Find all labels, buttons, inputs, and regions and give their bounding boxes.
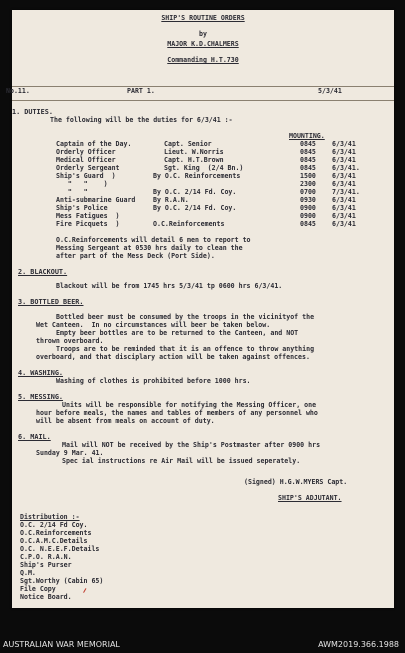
list-item: O.C. 2/14 Fd Coy.	[20, 521, 88, 529]
document-page	[6, 10, 394, 608]
duty-date: 6/3/41	[332, 204, 356, 212]
duty-by: Lieut. W.Norris	[164, 148, 224, 156]
list-item: Q.M.	[20, 569, 36, 577]
duty-time: 0900	[300, 212, 316, 220]
distribution-heading: Distribution :-	[20, 513, 80, 521]
messing-line: hour before meals, the names and tables of members of any personnel who	[36, 409, 318, 417]
duty-role: Ship's Guard )	[56, 172, 116, 180]
signature-role: SHIP'S ADJUTANT.	[278, 494, 342, 502]
duty-by: By O.C. 2/14 Fd. Coy.	[153, 188, 237, 196]
duty-date: 7/3/41.	[332, 188, 360, 196]
duty-time: 0845	[300, 156, 316, 164]
duties-note-line: O.C.Reinforcements will detail 6 men to report to	[56, 236, 251, 244]
header-major: MAJOR K.D.CHALMERS	[167, 40, 239, 48]
duty-by: By O.C. 2/14 Fd. Coy.	[153, 204, 237, 212]
duty-time: 2300	[300, 180, 316, 188]
duty-role: Ship's Police	[56, 204, 108, 212]
blackout-line: Blackout will be from 1745 hrs 5/3/41 tp 0600 hrs 6/3/41.	[56, 282, 283, 290]
duty-role: Orderly Sergeant	[56, 164, 120, 172]
footer-right: AWM2019.366.1988	[318, 640, 399, 649]
duty-date: 6/3/41.	[332, 164, 360, 172]
duty-time: 0930	[300, 196, 316, 204]
beer-line: thrown overboard.	[36, 337, 104, 345]
archive-footer	[0, 612, 405, 653]
duty-role: Fire Picquets )	[56, 220, 120, 228]
duty-time: 0700	[300, 188, 316, 196]
duty-date: 6/3/41	[332, 180, 356, 188]
list-item: C.P.O. R.A.N.	[20, 553, 72, 561]
list-item: Ship's Purser	[20, 561, 72, 569]
washing-line: Washing of clothes is prohibited before 1000 hrs.	[56, 377, 251, 385]
duty-time: 1500	[300, 172, 316, 180]
duty-role: Orderly Officer	[56, 148, 116, 156]
section-messing-heading: 5. MESSING.	[18, 393, 64, 401]
list-item: O.C.A.M.C.Details	[20, 537, 88, 545]
duty-role: Anti-submarine Guard	[56, 196, 136, 204]
duty-time: 0900	[300, 204, 316, 212]
beer-line: Empty beer bottles are to be returned to the Canteen, and NOT	[56, 329, 299, 337]
duty-role: Captain of the Day.	[56, 140, 132, 148]
duty-date: 6/3/41	[332, 156, 356, 164]
duty-role: " " )	[56, 180, 108, 188]
duty-date: 6/3/41	[332, 220, 356, 228]
header-by: by	[199, 30, 207, 38]
duties-note-line: after part of the Mess Deck (Port Side).	[56, 252, 215, 260]
header-commanding: Commanding H.T.730	[167, 56, 239, 64]
red-pencil-tick	[83, 588, 90, 595]
duty-by: Sgt. King (2/4 Bn.)	[164, 164, 244, 172]
section-washing-heading: 4. WASHING.	[18, 369, 64, 377]
messing-line: will be absent from meals on account of duty.	[36, 417, 215, 425]
duty-time: 0845	[300, 140, 316, 148]
duty-by: Capt. Senior	[164, 140, 212, 148]
part-label: PART 1.	[127, 87, 155, 95]
duty-date: 6/3/41	[332, 140, 356, 148]
footer-left: AUSTRALIAN WAR MEMORIAL	[3, 640, 120, 649]
signature-line: (Signed) H.G.W.MYERS Capt.	[244, 478, 348, 486]
duty-by: O.C.Reinforcements	[153, 220, 225, 228]
duties-note-line: Messing Sergeant at 0530 hrs daily to clean the	[56, 244, 243, 252]
mail-line: Spec ial instructions re Air Mail will be issued seperately.	[62, 457, 301, 465]
section-mail-heading: 6. MAIL.	[18, 433, 51, 441]
duties-intro: The following will be the duties for 6/3/41 :-	[50, 116, 233, 124]
section-bottled-beer-heading: 3. BOTTLED BEER.	[18, 298, 84, 306]
duty-by: By R.A.N.	[153, 196, 189, 204]
beer-line: Bottled beer must be consumed by the troops in the vicinityof the	[56, 313, 315, 321]
duty-by: By O.C. Reinforcements	[153, 172, 241, 180]
list-item: O.C. N.E.E.F.Details	[20, 545, 100, 553]
section-blackout-heading: 2. BLACKOUT.	[18, 268, 68, 276]
duty-time: 0845	[300, 148, 316, 156]
mail-line: Mail will NOT be received by the Ship's Postmaster after 0900 hrs	[62, 441, 321, 449]
list-item: File Copy	[20, 585, 56, 593]
beer-line: Wet Canteen. In no circumstances will beer be taken below.	[36, 321, 271, 329]
beer-line: overboard, and that disciplary action will be taken against offences.	[36, 353, 310, 361]
divider-bottom	[12, 100, 394, 101]
duty-by: Capt. H.T.Brown	[164, 156, 224, 164]
duty-role: " "	[56, 188, 88, 196]
duty-date: 6/3/41	[332, 212, 356, 220]
duty-time: 0845	[300, 220, 316, 228]
list-item: O.C.Reinforcements	[20, 529, 92, 537]
mounting-label: MOUNTING.	[289, 132, 325, 140]
duty-date: 6/3/41	[332, 148, 356, 156]
beer-line: Troops are to be reminded that it is an offence to throw anything	[56, 345, 315, 353]
duty-role: Medical Officer	[56, 156, 116, 164]
duty-date: 6/3/41	[332, 172, 356, 180]
messing-line: Units will be responsible for notifying the Messing Officer, one	[62, 401, 317, 409]
section-duties-heading: 1. DUTIES.	[12, 108, 53, 116]
duty-time: 0845	[300, 164, 316, 172]
list-item: Sgt.Worthy (Cabin 65)	[20, 577, 104, 585]
list-item: Notice Board.	[20, 593, 72, 601]
duty-role: Mess Fatigues )	[56, 212, 120, 220]
order-number: No.11.	[6, 87, 30, 95]
mail-line: Sunday 9 Mar. 41.	[36, 449, 104, 457]
duty-date: 6/3/41	[332, 196, 356, 204]
document-title: SHIP'S ROUTINE ORDERS	[161, 14, 245, 22]
order-date: 5/3/41	[318, 87, 342, 95]
